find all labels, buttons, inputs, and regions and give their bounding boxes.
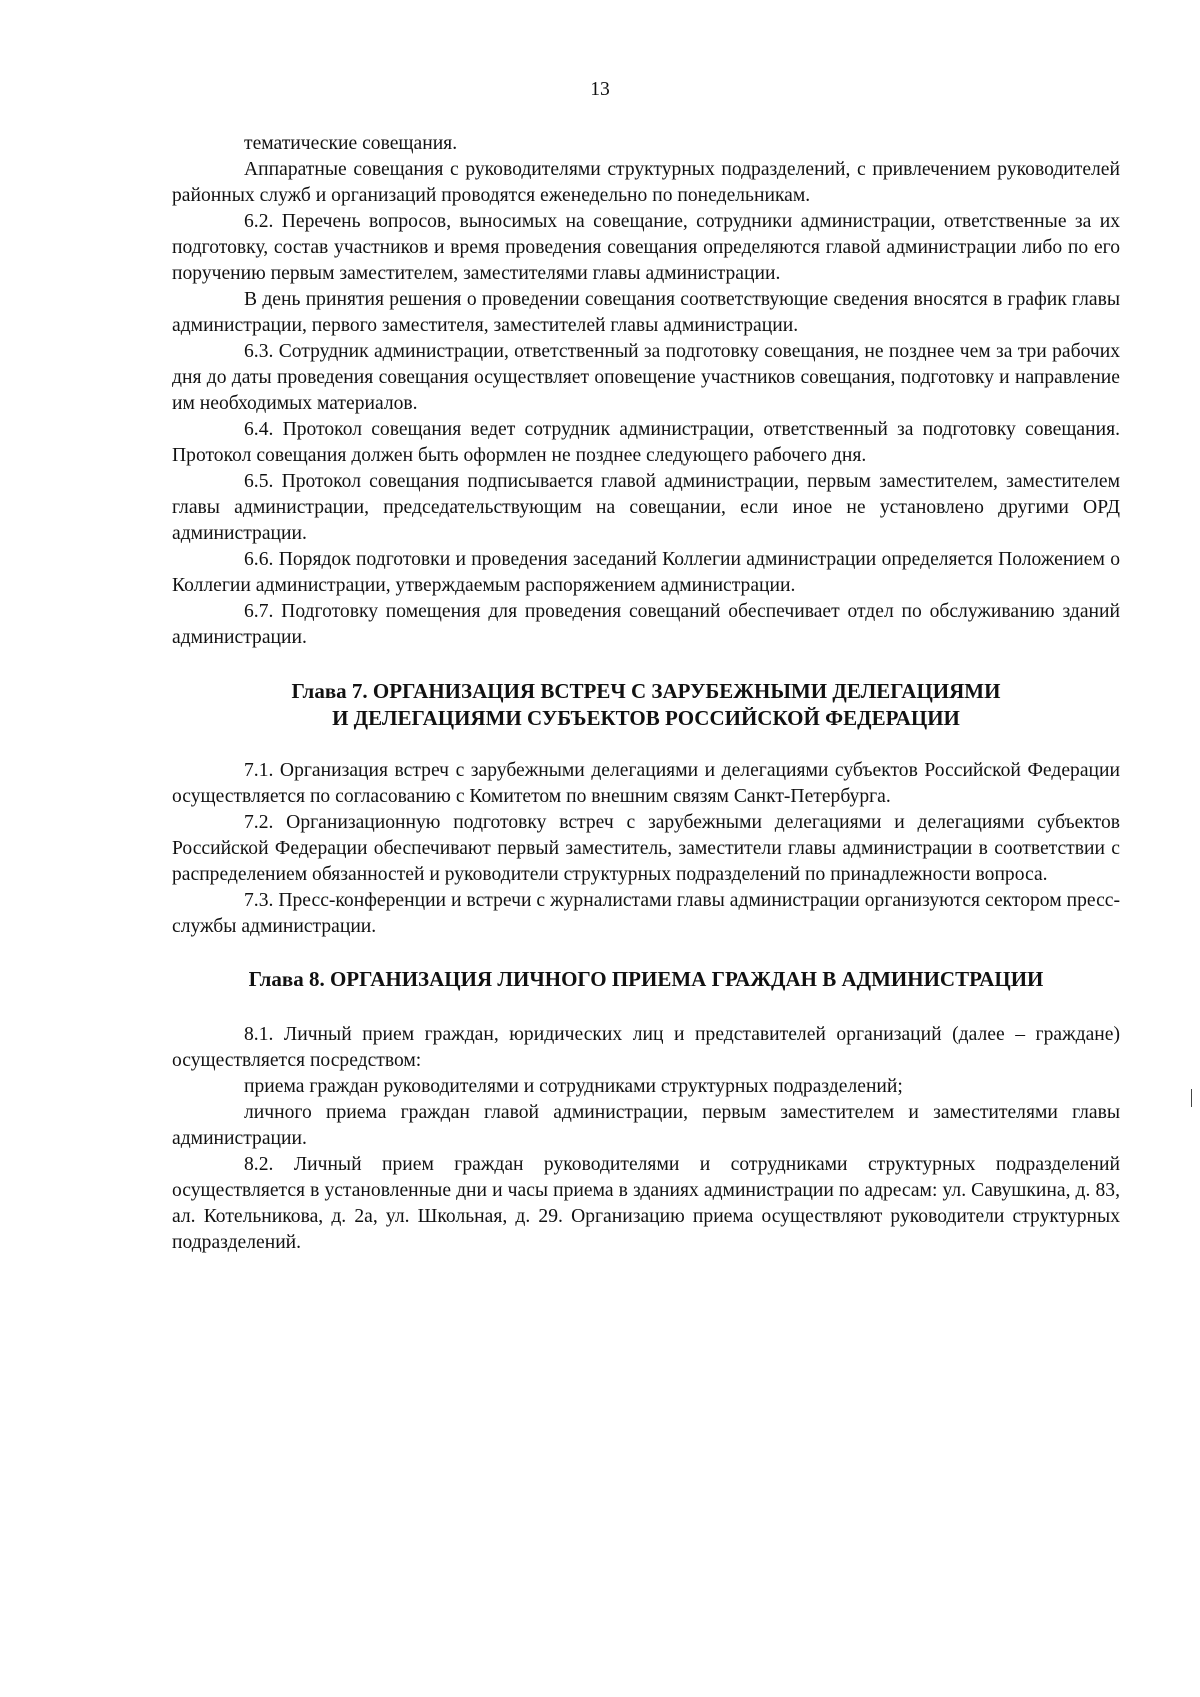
paragraph: тематические совещания. [244,133,458,154]
paragraph-8-2: 8.2. Личный прием граждан руководителями и сотрудниками структурных подразделений осуществляется в установленные дни и часы приема в зданиях администрации по адресам: ул. Савушкина, д. 83, ал. Котельникова, д. 2а, ул. Школьная, д. 29. Организацию приема осуществляют руководители структурных подразделений. [172,1154,1120,1253]
chapter-7-heading-line-2: И ДЕЛЕГАЦИЯМИ СУБЪЕКТОВ РОССИЙСКОЙ ФЕДЕРАЦИИ [332,706,960,730]
paragraph: Аппаратные совещания с руководителями структурных подразделений, с привлечением руководителей районных служб и организаций проводятся еженедельно по понедельникам. [172,159,1120,206]
paragraph-6-4: 6.4. Протокол совещания ведет сотрудник администрации, ответственный за подготовку совещания. Протокол совещания должен быть оформлен не позднее следующего рабочего дня. [172,419,1120,466]
chapter-7-heading-line-1: Глава 7. ОРГАНИЗАЦИЯ ВСТРЕЧ С ЗАРУБЕЖНЫМИ ДЕЛЕГАЦИЯМИ [291,679,1001,703]
scan-edge-mark [1191,1089,1192,1107]
chapter-8-section [172,1022,1120,1256]
chapter-8-heading: Глава 8. ОРГАНИЗАЦИЯ ЛИЧНОГО ПРИЕМА ГРАЖДАН В АДМИНИСТРАЦИИ [248,967,1044,991]
page-number: 13 [590,79,610,100]
paragraph-6-7: 6.7. Подготовку помещения для проведения совещаний обеспечивает отдел по обслуживанию зданий администрации. [172,601,1120,648]
list-item: приема граждан руководителями и сотрудниками структурных подразделений; [244,1076,903,1097]
paragraph-8-1: 8.1. Личный прием граждан, юридических лиц и представителей организаций (далее – граждане) осуществляется посредством: [172,1024,1120,1071]
chapter-7-section [172,758,1120,940]
document-body [172,131,1120,1256]
paragraph-7-2: 7.2. Организационную подготовку встреч с зарубежными делегациями и делегациями субъектов Российской Федерации обеспечивают первый заместитель, заместители главы администрации в соответствии с распределением обязанностей и руководители структурных подразделений по принадлежности вопроса. [172,812,1120,885]
list-item: личного приема граждан главой администрации, первым заместителем и заместителями главы администрации. [172,1102,1120,1149]
paragraph-7-1: 7.1. Организация встреч с зарубежными делегациями и делегациями субъектов Российской Федерации осуществляется по согласованию с Комитетом по внешним связям Санкт-Петербурга. [172,760,1120,807]
chapter-6-section [172,131,1120,651]
paragraph: В день принятия решения о проведении совещания соответствующие сведения вносятся в график главы администрации, первого заместителя, заместителей главы администрации. [172,289,1120,336]
paragraph-6-5: 6.5. Протокол совещания подписывается главой администрации, первым заместителем, заместителем главы администрации, председательствующим на совещании, если иное не установлено другими ОРД администрации. [172,471,1120,544]
paragraph-6-3: 6.3. Сотрудник администрации, ответственный за подготовку совещания, не позднее чем за три рабочих дня до даты проведения совещания осуществляет оповещение участников совещания, подготовку и направление им необходимых материалов. [172,341,1120,414]
chapter-7-heading [172,678,1120,732]
paragraph-7-3: 7.3. Пресс-конференции и встречи с журналистами главы администрации организуются сектором пресс-службы администрации. [172,890,1120,937]
paragraph-6-6: 6.6. Порядок подготовки и проведения заседаний Коллегии администрации определяется Положением о Коллегии администрации, утверждаемым распоряжением администрации. [172,549,1120,596]
paragraph-6-2: 6.2. Перечень вопросов, выносимых на совещание, сотрудники администрации, ответственные за их подготовку, состав участников и время проведения совещания определяются главой администрации либо по его поручению первым заместителем, заместителями главы администрации. [172,211,1120,284]
